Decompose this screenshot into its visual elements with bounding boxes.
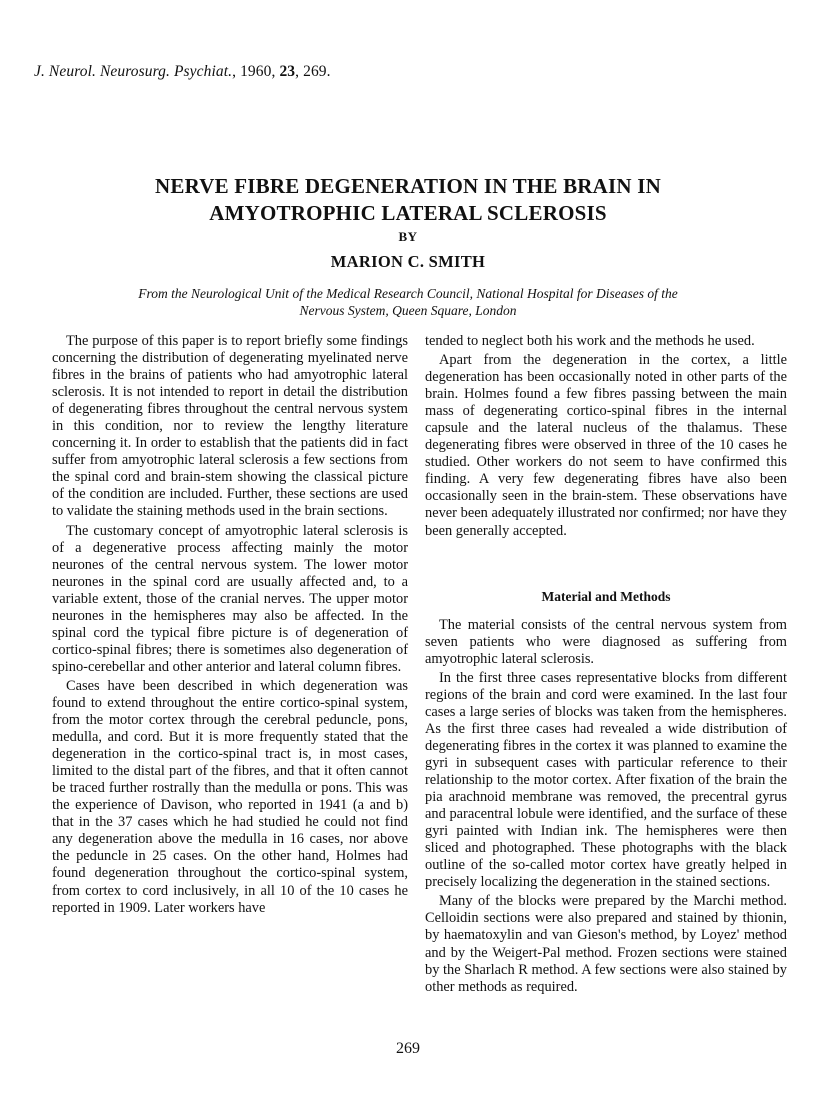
citation-volume: 23 — [279, 63, 296, 80]
continued-paragraph: tended to neglect both his work and the methods he used. — [425, 333, 755, 349]
journal-citation — [34, 63, 331, 81]
body-paragraph: Cases have been described in which degeneration was found to extend throughout the entire cortico-spinal system, from the motor cortex through the cerebral peduncle, pons, medulla, and cord. But it is more frequently stated that the degeneration in the cortico-spinal tract is, in most cases, limited to the distal part of the fibres, and that it often cannot be traced further rostrally than the medulla or pons. This was the experience of Davison, who reported in 1941 (a and b) that in the 37 cases which he had studied he could not find any degeneration above the medulla in 16 cases, nor above the peduncle in 25 cases. On the other hand, Holmes had found degeneration throughout the cortico-spinal system, from cortex to cord inclusively, in all 10 of the 10 cases he reported in 1909. Later workers have — [52, 677, 408, 916]
body-paragraph: In the first three cases representative blocks from different regions of the brain and cord were examined. In the last four cases a large series of blocks was taken from the hemispheres. As the first three cases had revealed a wide distribution of degenerating fibres in the cortex it was planned to examine the gyri in subsequent cases with particular reference to their relationship to the motor cortex. After fixation of the brain the pia arachnoid membrane was removed, the precentral gyrus and paracentral lobule were identified, and the surface of these gyri painted with Indian ink. The hemispheres were then sliced and photographed. These photographs with the black outline of the so-called motor cortex have greatly helped in precisely localizing the degeneration in the stained sections. — [425, 669, 787, 891]
affiliation-line1: From the Neurological Unit of the Medical Research Council, National Hospital for Diseases of the — [138, 286, 678, 301]
citation-year: , 1960, — [232, 63, 280, 80]
citation-page: , 269. — [295, 63, 331, 80]
page-number: 269 — [396, 1040, 420, 1057]
body-paragraph: Many of the blocks were prepared by the Marchi method. Celloidin sections were also prepared and stained by thionin, by haematoxylin and van Gieson's method, by Loyez' method and by the Weigert-Pal method. Frozen sections were stained by the Sharlach R method. A few sections were also stained by other methods as required. — [425, 893, 787, 995]
body-paragraph: The material consists of the central nervous system from seven patients who were diagnosed as suffering from amyotrophic lateral sclerosis. — [425, 616, 787, 667]
affiliation — [60, 285, 756, 319]
right-column — [425, 333, 787, 996]
left-column — [52, 333, 408, 917]
affiliation-line2: Nervous System, Queen Square, London — [299, 303, 517, 318]
article-title-line2: AMYOTROPHIC LATERAL SCLEROSIS — [209, 201, 607, 225]
body-paragraph: Apart from the degeneration in the cortex, a little degeneration has been occasionally noted in other parts of the brain. Holmes found a few fibres passing between the main mass of degenerating cortico-spinal fibres in the internal capsule and the lateral nucleus of the thalamus. These degenerating fibres were observed in three of the 10 cases he studied. Other workers do not seem to have confirmed this finding. A very few degenerating fibres have also been occasionally seen in the brain-stem. These observations have never been adequately illustrated nor confirmed; nor have they been generally accepted. — [425, 352, 787, 539]
section-heading: Material and Methods — [541, 588, 671, 604]
byline-by: BY — [398, 229, 418, 244]
body-paragraph: The purpose of this paper is to report briefly some findings concerning the distribution of degenerating myelinated nerve fibres in the brains of patients who had amyotrophic lateral sclerosis. It is not intended to report in detail the distribution of degenerating fibres throughout the central nervous system in this condition, nor to review the lengthy literature concerning it. In order to establish that the patients did in fact suffer from amyotrophic lateral sclerosis a few sections from the spinal cord and brain-stem showing the classical picture of the condition are included. Further, these sections are used to validate the staining methods used in the brain sections. — [52, 333, 408, 520]
body-paragraph: The customary concept of amyotrophic lateral sclerosis is of a degenerative process affecting mainly the motor neurones of the central nervous system. The lower motor neurones in the spinal cord are usually affected and, to a variable extent, those of the cranial nerves. The upper motor neurones in the hemispheres may also be affected. In the spinal cord the typical fibre picture is of degeneration of cortico-spinal fibres; there is sometimes also degeneration of spino-cerebellar and other anterior and lateral column fibres. — [52, 522, 408, 675]
author-name: MARION C. SMITH — [330, 252, 486, 271]
journal-name: J. Neurol. Neurosurg. Psychiat. — [34, 63, 233, 80]
article-title-line1: NERVE FIBRE DEGENERATION IN THE BRAIN IN — [155, 174, 661, 198]
